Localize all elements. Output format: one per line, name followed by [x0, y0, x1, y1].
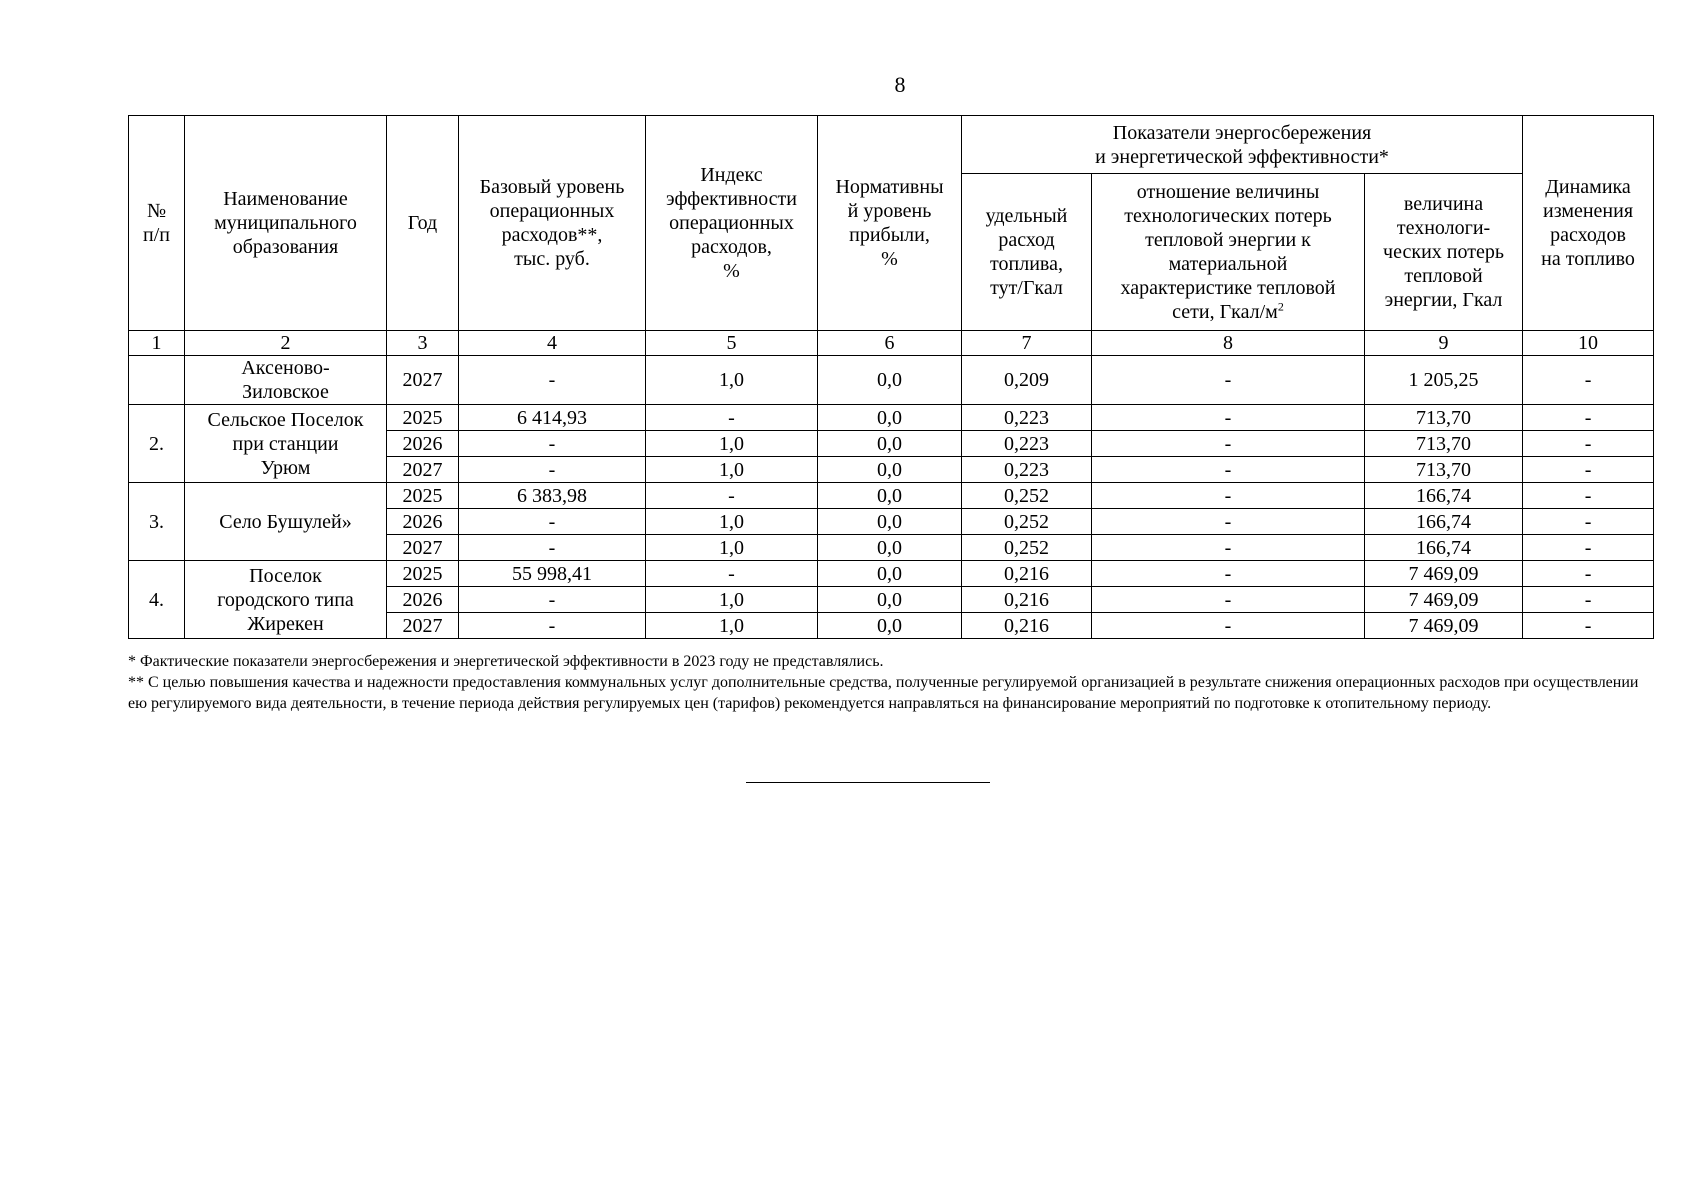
header-profit-level: Нормативны й уровень прибыли, %	[818, 116, 962, 331]
cell-loss-ratio: -	[1092, 457, 1365, 483]
cell-year: 2026	[387, 509, 459, 535]
cell-index: 1,0	[646, 535, 818, 561]
cell-profit: 0,0	[818, 613, 962, 639]
cell-heat-losses: 166,74	[1365, 509, 1523, 535]
cell-heat-losses: 1 205,25	[1365, 356, 1523, 405]
cell-fuel: 0,216	[962, 561, 1092, 587]
cell-base-opex: -	[459, 431, 646, 457]
cell-fuel: 0,223	[962, 405, 1092, 431]
cell-fuel-dynamics: -	[1523, 587, 1654, 613]
cell-fuel-dynamics: -	[1523, 457, 1654, 483]
column-number: 4	[459, 331, 646, 356]
column-number: 2	[185, 331, 387, 356]
municipality-name: Аксеново- Зиловское	[185, 356, 387, 405]
cell-fuel-dynamics: -	[1523, 483, 1654, 509]
cell-fuel: 0,209	[962, 356, 1092, 405]
cell-heat-losses: 713,70	[1365, 405, 1523, 431]
cell-year: 2027	[387, 535, 459, 561]
cell-loss-ratio: -	[1092, 535, 1365, 561]
cell-index: 1,0	[646, 356, 818, 405]
column-number: 5	[646, 331, 818, 356]
cell-fuel: 0,223	[962, 457, 1092, 483]
cell-profit: 0,0	[818, 431, 962, 457]
cell-loss-ratio: -	[1092, 509, 1365, 535]
cell-heat-losses: 713,70	[1365, 431, 1523, 457]
cell-year: 2026	[387, 587, 459, 613]
municipality-name: Село Бушулей»	[185, 483, 387, 561]
cell-fuel-dynamics: -	[1523, 431, 1654, 457]
cell-profit: 0,0	[818, 509, 962, 535]
cell-profit: 0,0	[818, 535, 962, 561]
cell-profit: 0,0	[818, 457, 962, 483]
cell-base-opex: 55 998,41	[459, 561, 646, 587]
cell-base-opex: 6 383,98	[459, 483, 646, 509]
cell-profit: 0,0	[818, 483, 962, 509]
cell-fuel-dynamics: -	[1523, 561, 1654, 587]
column-number: 6	[818, 331, 962, 356]
cell-index: -	[646, 483, 818, 509]
cell-heat-losses: 7 469,09	[1365, 561, 1523, 587]
municipality-name: Сельское Поселок при станции Урюм	[185, 405, 387, 483]
cell-profit: 0,0	[818, 561, 962, 587]
cell-loss-ratio: -	[1092, 405, 1365, 431]
cell-heat-losses: 166,74	[1365, 483, 1523, 509]
cell-heat-losses: 166,74	[1365, 535, 1523, 561]
header-year: Год	[387, 116, 459, 331]
cell-year: 2025	[387, 561, 459, 587]
cell-base-opex: -	[459, 509, 646, 535]
cell-index: 1,0	[646, 457, 818, 483]
cell-index: 1,0	[646, 587, 818, 613]
header-number: № п/п	[129, 116, 185, 331]
tariff-indicators-table	[128, 115, 1654, 639]
cell-heat-losses: 7 469,09	[1365, 613, 1523, 639]
column-number: 8	[1092, 331, 1365, 356]
cell-loss-ratio: -	[1092, 587, 1365, 613]
cell-base-opex: -	[459, 587, 646, 613]
cell-profit: 0,0	[818, 356, 962, 405]
end-divider	[746, 782, 990, 783]
column-number: 9	[1365, 331, 1523, 356]
table-row	[129, 483, 1654, 509]
table-row	[129, 561, 1654, 587]
cell-year: 2027	[387, 613, 459, 639]
cell-base-opex: -	[459, 457, 646, 483]
cell-year: 2027	[387, 356, 459, 405]
header-loss-ratio	[1092, 174, 1365, 331]
cell-profit: 0,0	[818, 587, 962, 613]
cell-year: 2026	[387, 431, 459, 457]
header-base-opex: Базовый уровень операционных расходов**, тыс. руб.	[459, 116, 646, 331]
footnote-opex-savings: ** С целью повышения качества и надежности предоставления коммунальных услуг дополнительные средства, полученные регулируемой организацией в результате снижения операционных расходов при осуществлении ею регулируемого вида деятельности, в течение периода действия регулируемых цен (тарифов) рекомендуется направляться на финансирование мероприятий по подготовке к отопительному периоду.	[128, 674, 1639, 712]
cell-loss-ratio: -	[1092, 613, 1365, 639]
cell-fuel: 0,223	[962, 431, 1092, 457]
row-number: 3.	[129, 483, 185, 561]
footnote-energy-indicators: * Фактические показатели энергосбережения и энергетической эффективности в 2023 году не представлялись.	[128, 653, 884, 670]
column-number: 7	[962, 331, 1092, 356]
cell-fuel: 0,216	[962, 613, 1092, 639]
cell-year: 2027	[387, 457, 459, 483]
cell-fuel: 0,252	[962, 483, 1092, 509]
cell-loss-ratio: -	[1092, 431, 1365, 457]
column-number: 1	[129, 331, 185, 356]
table-row	[129, 356, 1654, 405]
cell-index: 1,0	[646, 613, 818, 639]
column-number: 10	[1523, 331, 1654, 356]
row-number	[129, 356, 185, 405]
cell-base-opex: 6 414,93	[459, 405, 646, 431]
cell-heat-losses: 713,70	[1365, 457, 1523, 483]
header-efficiency-index: Индекс эффективности операционных расходов, %	[646, 116, 818, 331]
header-fuel-dynamics: Динамика изменения расходов на топливо	[1523, 116, 1654, 331]
cell-loss-ratio: -	[1092, 561, 1365, 587]
header-energy-efficiency-group: Показатели энергосбережения и энергетической эффективности*	[962, 116, 1523, 174]
cell-heat-losses: 7 469,09	[1365, 587, 1523, 613]
cell-index: 1,0	[646, 509, 818, 535]
cell-fuel: 0,252	[962, 535, 1092, 561]
row-number: 4.	[129, 561, 185, 639]
cell-fuel-dynamics: -	[1523, 405, 1654, 431]
cell-base-opex: -	[459, 356, 646, 405]
cell-year: 2025	[387, 483, 459, 509]
header-loss-ratio-sup: 2	[1277, 299, 1284, 314]
cell-year: 2025	[387, 405, 459, 431]
cell-index: 1,0	[646, 431, 818, 457]
column-number: 3	[387, 331, 459, 356]
cell-index: -	[646, 561, 818, 587]
municipality-name: Поселок городского типа Жирекен	[185, 561, 387, 639]
row-number: 2.	[129, 405, 185, 483]
column-number-row	[129, 331, 1654, 356]
cell-fuel: 0,216	[962, 587, 1092, 613]
header-fuel-consumption: удельный расход топлива, тут/Гкал	[962, 174, 1092, 331]
page-number: 8	[894, 72, 906, 97]
header-heat-losses: величина технологи- ческих потерь тепловой энергии, Гкал	[1365, 174, 1523, 331]
header-loss-ratio-text: отношение величины технологических потерь тепловой энергии к материальной характеристике тепловой сети, Гкал/м	[1120, 181, 1336, 323]
cell-profit: 0,0	[818, 405, 962, 431]
cell-base-opex: -	[459, 613, 646, 639]
cell-fuel-dynamics: -	[1523, 613, 1654, 639]
cell-base-opex: -	[459, 535, 646, 561]
cell-loss-ratio: -	[1092, 356, 1365, 405]
cell-fuel-dynamics: -	[1523, 535, 1654, 561]
cell-index: -	[646, 405, 818, 431]
table-row	[129, 405, 1654, 431]
footnotes	[128, 651, 1658, 714]
cell-fuel-dynamics: -	[1523, 356, 1654, 405]
cell-loss-ratio: -	[1092, 483, 1365, 509]
header-municipality: Наименование муниципального образования	[185, 116, 387, 331]
cell-fuel: 0,252	[962, 509, 1092, 535]
cell-fuel-dynamics: -	[1523, 509, 1654, 535]
